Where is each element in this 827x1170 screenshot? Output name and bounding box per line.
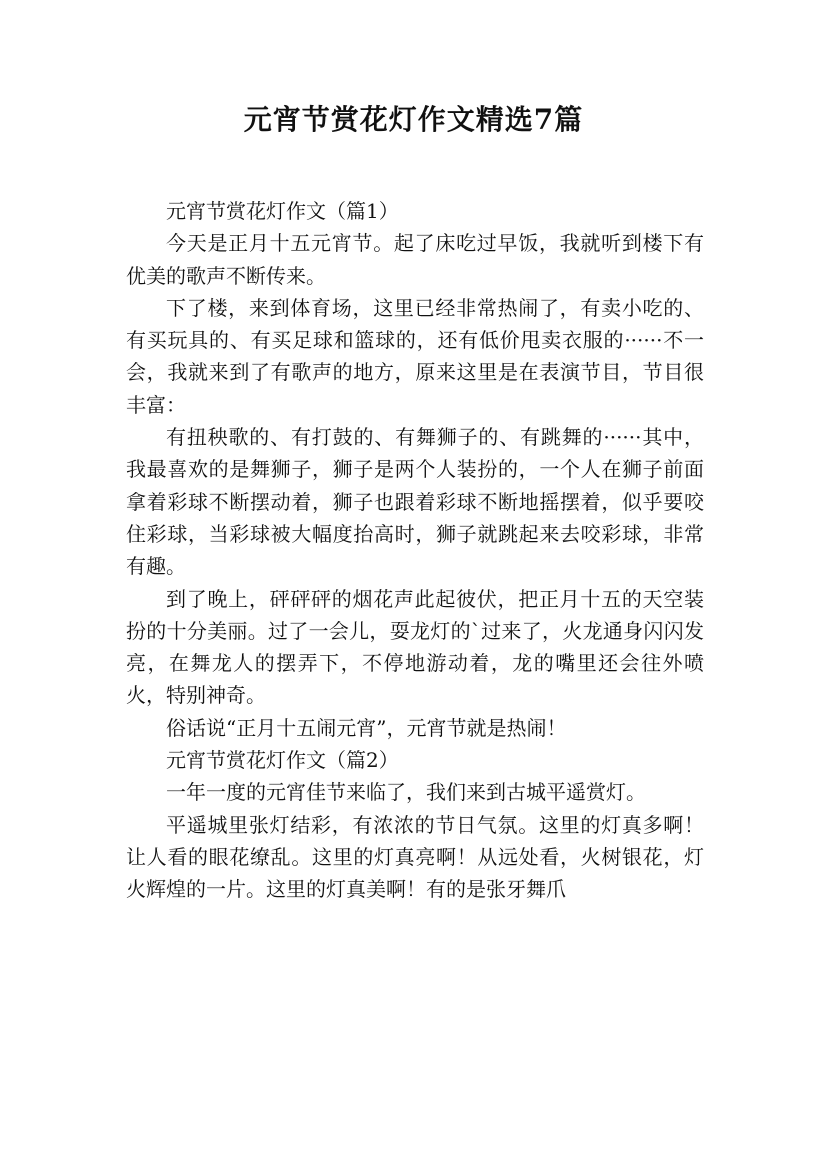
paragraph: 平遥城里张灯结彩，有浓浓的节日气氛。这里的灯真多啊！让人看的眼花缭乱。这里的灯真亮啊！从远处看，火树银花，灯火辉煌的一片。这里的灯真美啊！有的是张牙舞爪 <box>126 812 704 902</box>
document-title: 元宵节赏花灯作文精选7篇 <box>243 103 584 136</box>
paragraph: 到了晚上，砰砰砰的烟花声此起彼伏，把正月十五的天空装扮的十分美丽。过了一会儿，耍龙灯的`过来了，火龙通身闪闪发亮，在舞龙人的摆弄下，不停地游动着，龙的嘴里还会往外喷火，特别神奇。 <box>126 586 704 708</box>
section-heading-2: 元宵节赏花灯作文（篇2） <box>166 748 399 773</box>
document-body <box>126 195 704 906</box>
paragraph: 有扭秧歌的、有打鼓的、有舞狮子的、有跳舞的······其中，我最喜欢的是舞狮子，狮子是两个人装扮的，一个人在狮子前面拿着彩球不断摆动着，狮子也跟着彩球不断地摇摆着，似乎要咬住彩球，当彩球被大幅度抬高时，狮子就跳起来去咬彩球，非常有趣。 <box>126 425 704 579</box>
paragraph: 今天是正月十五元宵节。起了床吃过早饭，我就听到楼下有优美的歌声不断传来。 <box>126 231 704 288</box>
paragraph: 一年一度的元宵佳节来临了，我们来到古城平遥赏灯。 <box>166 780 646 805</box>
section-heading-1: 元宵节赏花灯作文（篇1） <box>166 199 399 223</box>
paragraph: 下了楼，来到体育场，这里已经非常热闹了，有卖小吃的、有买玩具的、有买足球和篮球的，还有低价甩卖衣服的······不一会，我就来到了有歌声的地方，原来这里是在表演节目，节目很丰富： <box>126 295 704 417</box>
paragraph: 俗话说“正月十五闹元宵”，元宵节就是热闹！ <box>166 715 567 740</box>
